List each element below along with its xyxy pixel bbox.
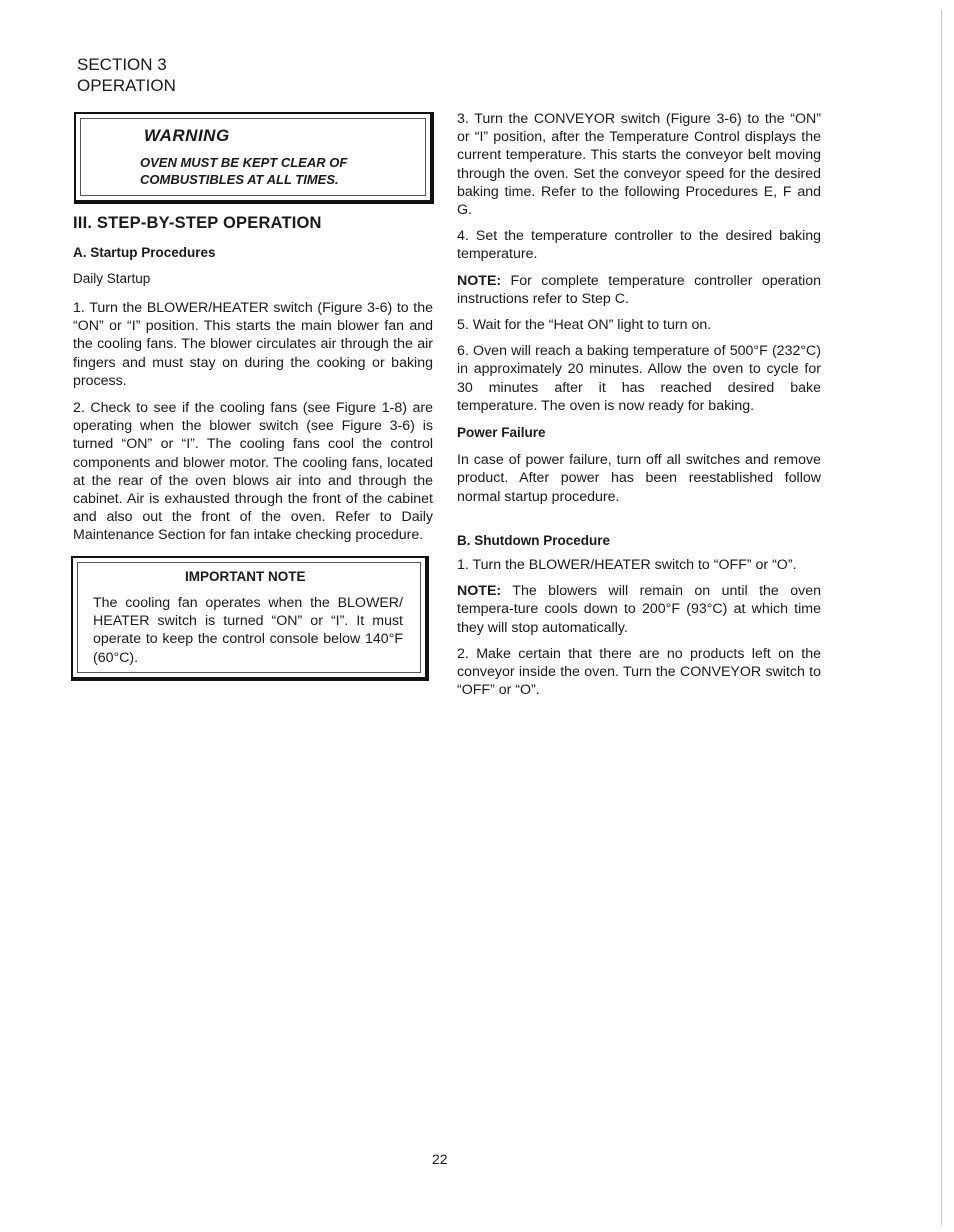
- warning-title: WARNING: [144, 126, 230, 145]
- startup-step-6: 6. Oven will reach a baking temperature of 500°F (232°C) in approximately 20 minutes. Allow the oven to cycle for 30 minutes after it has reached desired bake temperature. The oven is now ready for baking.: [457, 343, 821, 414]
- important-note-box: [71, 556, 429, 681]
- power-failure-text: In case of power failure, turn off all switches and remove product. After power has been reestablished follow normal startup procedure.: [457, 452, 821, 505]
- startup-step-4: 4. Set the temperature controller to the desired baking temperature.: [457, 228, 821, 263]
- startup-procedures-heading: A. Startup Procedures: [73, 245, 216, 260]
- startup-step-5: 5. Wait for the “Heat ON” light to turn on.: [457, 317, 712, 334]
- section-title: OPERATION: [77, 76, 176, 95]
- startup-step-1: 1. Turn the BLOWER/HEATER switch (Figure 3-6) to the “ON” or “I” position. This starts the main blower fan and the cooling fans. The blower circulates air through the air fingers and must stay on during the cooking or baking process.: [73, 300, 433, 389]
- section-number: SECTION 3: [77, 55, 167, 74]
- startup-step-3: 3. Turn the CONVEYOR switch (Figure 3-6) to the “ON” or “I” position, after the Temperature Control displays the current temperature. This starts the conveyor belt moving through the oven. Set the conveyor speed for the desired baking time. Refer to the following Procedures E, F and G.: [457, 111, 821, 219]
- shutdown-note-label: NOTE:: [457, 583, 502, 600]
- step-by-step-heading: III. STEP-BY-STEP OPERATION: [73, 214, 322, 232]
- important-note-text: The cooling fan operates when the BLOWER/ HEATER switch is turned “ON” or “I”. It must operate to keep the control console below 140°F (60°C).: [93, 595, 403, 666]
- page-edge-divider: [941, 10, 942, 1225]
- warning-text: OVEN MUST BE KEPT CLEAR OF COMBUSTIBLES AT ALL TIMES.: [140, 155, 348, 187]
- note-label: NOTE:: [457, 272, 502, 289]
- power-failure-heading: Power Failure: [457, 425, 546, 441]
- page-number: 22: [432, 1151, 448, 1167]
- important-note-title: IMPORTANT NOTE: [185, 569, 306, 584]
- shutdown-heading: B. Shutdown Procedure: [457, 532, 611, 548]
- note-text: For complete temperature controller operation instructions refer to Step C.: [457, 272, 821, 307]
- section-header: [77, 54, 176, 96]
- daily-startup-heading: Daily Startup: [73, 271, 151, 286]
- shutdown-step-1: 1. Turn the BLOWER/HEATER switch to “OFF” or “O”.: [457, 557, 797, 574]
- left-column-steps: [73, 299, 433, 545]
- shutdown-note-text: The blowers will remain on until the oven tempera-ture cools down to 200°F (93°C) at which time they will stop automatically.: [457, 583, 821, 636]
- right-column: [457, 110, 821, 699]
- startup-step-2: 2. Check to see if the cooling fans (see Figure 1-8) are operating when the blower switch (see Figure 3-6) is turned “ON” or “I”. The cooling fans cool the control components and blower motor. The cooling fans, located at the rear of the oven blows air into and through the cabinet. Air is exhausted through the front of the cabinet and also out the front of the oven. Refer to Daily Maintenance Section for fan intake checking procedure.: [73, 400, 433, 544]
- warning-box: [74, 112, 434, 204]
- controller-note: [457, 272, 821, 308]
- shutdown-step-2: 2. Make certain that there are no products left on the conveyor inside the oven. Turn the CONVEYOR switch to “OFF” or “O”.: [457, 645, 821, 699]
- shutdown-note: [457, 582, 821, 637]
